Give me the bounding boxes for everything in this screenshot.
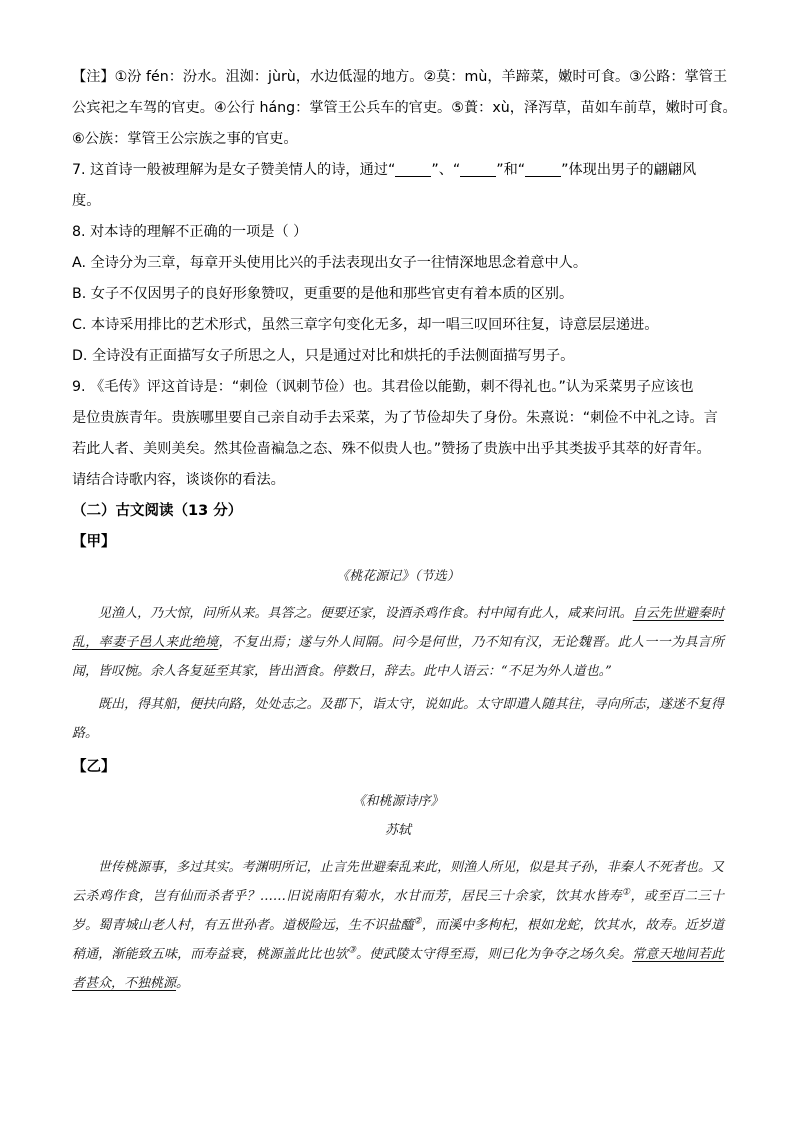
answer-blank-2[interactable] <box>460 162 496 177</box>
label-jia: 【甲】 <box>72 534 116 550</box>
q7-text-4: ”体现出男子的翩翩风 <box>561 162 697 178</box>
footnote-ref-2: ② <box>413 916 422 927</box>
footnote-ref-3: ③ <box>347 945 357 956</box>
yi-p1-text-a: 世传桃源事，多过其实。考渊明所记，止言先世避秦乱来此，则渔人所见，似是其子孙，非秦人不死者也。又云杀鸡作食，岂有仙而杀者乎？……旧说南阳有菊水，水甘而芳，居民三十余家，饮其水皆寿 <box>72 860 724 904</box>
jia-title: 《桃花源记》（节选） <box>336 569 460 584</box>
question-7 <box>72 155 724 186</box>
question-9-line-1: 9. 《毛传》评这首诗是：“刺俭（讽刺节俭）也。其君俭以能勤，刺不得礼也。”认为采菜男子应该也 <box>72 379 694 395</box>
option-c: C. 本诗采用排比的艺术形式，虽然三章字句变化无多，却一唱三叹回环往复，诗意层层递进。 <box>72 317 659 333</box>
yi-underlined-sentence: 常意天地间若此者甚众，不独桃源 <box>72 947 724 991</box>
question-9-line-4: 请结合诗歌内容，谈谈你的看法。 <box>72 472 285 488</box>
document-page <box>72 62 737 998</box>
yi-title: 《和桃源诗序》 <box>352 794 444 809</box>
jia-paragraph-1 <box>72 599 724 686</box>
question-8-stem: 8. 对本诗的理解不正确的一项是（ ） <box>72 224 308 240</box>
jia-p1-text-2: ，不复出焉；遂与外人间隔。问今是何世，乃不知有汉，无论魏晋。此人一一为具言所闻，皆叹惋。余人各复延至其家，皆出酒食。停数日，辞去。此中人语云：“不足为外人道也。” <box>72 635 724 679</box>
label-yi: 【乙】 <box>72 759 116 775</box>
answer-blank-1[interactable] <box>395 162 431 177</box>
note-line-2: 公宾祀之车驾的官吏。④公行 háng：掌管王公兵车的官吏。⑤蕢：xù，泽泻草，苗如车前草，嫩时可食。 <box>72 100 737 116</box>
section-heading: （二）古文阅读（13 分） <box>72 503 243 519</box>
note-line-1: 【注】①汾 fén：汾水。沮洳：jùrù，水边低湿的地方。②莫：mù，羊蹄菜，嫩时可食。③公路：掌管王 <box>72 69 728 85</box>
yi-p1-end: 。 <box>176 976 190 991</box>
jia-p1-text: 见渔人，乃大惊，问所从来。具答之。便要还家，设酒杀鸡作食。村中闻有此人，咸来问讯。 <box>98 606 633 621</box>
jia-paragraph-2: 既出，得其船，便扶向路，处处志之。及郡下，诣太守，说如此。太守即遣人随其往，寻向所志，遂迷不复得路。 <box>72 697 724 741</box>
answer-blank-3[interactable] <box>525 162 561 177</box>
note-line-3: ⑥公族：掌管王公宗族之事的官吏。 <box>72 131 298 147</box>
jia-underlined-sentence: 自云先世避秦时乱，率妻子邑人来此绝境 <box>72 606 724 650</box>
question-9-line-3: 若此人者、美则美矣。然其俭啬褊急之态、殊不似贵人也。”赞扬了贵族中出乎其类拔乎其萃的好青年。 <box>72 441 711 457</box>
yi-paragraph-1 <box>72 853 724 998</box>
yi-p1-text-c: ，而溪中多枸杞，根如龙蛇，饮其水，故寿。近岁道稍通，渐能致五味，而寿益衰，桃源盖此比也欤 <box>72 918 724 962</box>
q7-text-2: ”、“ <box>431 162 461 178</box>
option-b: B. 女子不仅因男子的良好形象赞叹，更重要的是他和那些官吏有着本质的区别。 <box>72 286 574 302</box>
yi-p1-text-d: 。使武陵太守得至焉，则已化为争夺之场久矣。 <box>356 947 633 962</box>
option-d: D. 全诗没有正面描写女子所思之人，只是通过对比和烘托的手法侧面描写男子。 <box>72 348 575 364</box>
footnote-ref-1: ① <box>621 887 631 898</box>
question-7-line-2: 度。 <box>72 193 101 209</box>
yi-p1-text-b: ，或至百二三十岁。蜀青城山老人村，有五世孙者。道极险远，生不识盐醯 <box>72 889 724 933</box>
yi-author: 苏轼 <box>384 823 411 838</box>
q7-text-3: ”和“ <box>496 162 526 178</box>
option-a: A. 全诗分为三章，每章开头使用比兴的手法表现出女子一往情深地思念着意中人。 <box>72 255 588 271</box>
question-9-line-2: 是位贵族青年。贵族哪里要自己亲自动手去采菜，为了节俭却失了身份。朱熹说：“刺俭不中礼之诗。言 <box>72 410 718 426</box>
q7-text-1: 7. 这首诗一般被理解为是女子赞美情人的诗，通过“ <box>72 162 396 178</box>
